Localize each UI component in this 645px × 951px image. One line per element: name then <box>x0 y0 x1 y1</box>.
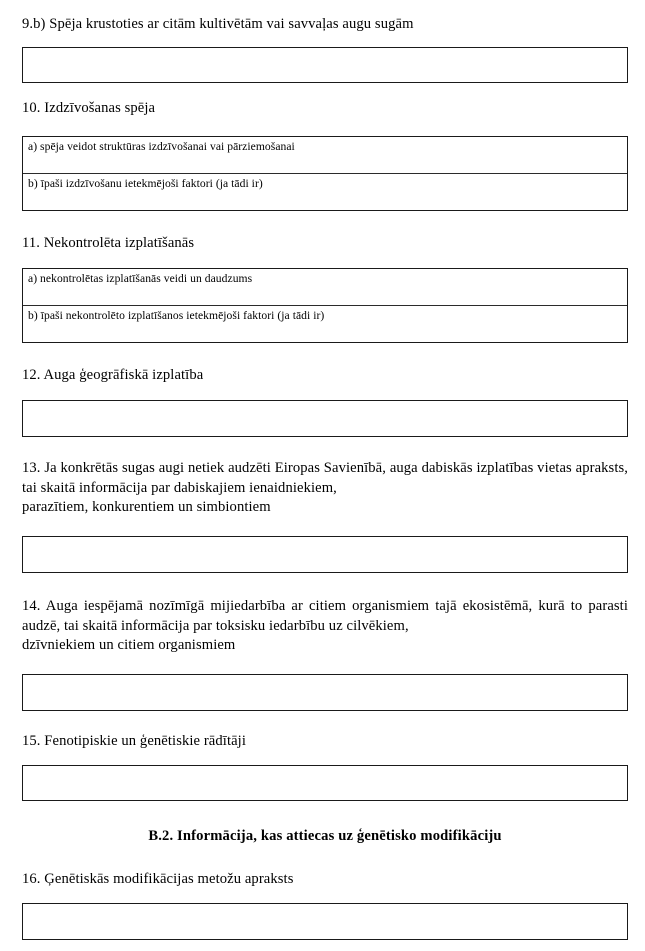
answer-subrow-10a[interactable]: a) spēja veidot struktūras izdzīvošanai vai pārziemošanai <box>28 140 295 153</box>
answer-subrow-11a[interactable]: a) nekontrolētas izplatīšanās veidi un daudzums <box>28 272 253 285</box>
question-heading-13-line2: izplatības vietas apraksts, tai skaitā informācija par dabiskajiem ienaidniekiem, <box>22 460 632 496</box>
question-heading-11: 11. Nekontrolēta izplatīšanās <box>22 235 195 251</box>
answer-box-11 <box>22 268 628 343</box>
question-heading-13 <box>22 459 632 518</box>
question-heading-13-line1: 13. Ja konkrētās sugas augi netiek audzēti Eiropas Savienībā, auga dabiskās <box>22 460 473 476</box>
question-heading-14-line3: dzīvniekiem un citiem organismiem <box>22 637 236 653</box>
question-heading-14 <box>22 597 632 656</box>
question-heading-16: 16. Ģenētiskās modifikācijas metožu apraksts <box>22 871 294 887</box>
answer-box-10 <box>22 136 628 211</box>
answer-box-16[interactable] <box>22 903 628 940</box>
question-heading-12: 12. Auga ģeogrāfiskā izplatība <box>22 367 204 383</box>
section-title-b2: B.2. Informācija, kas attiecas uz ģenētisko modifikāciju <box>148 828 502 844</box>
question-heading-10: 10. Izdzīvošanas spēja <box>22 100 156 116</box>
question-heading-13-line3: parazītiem, konkurentiem un simbiontiem <box>22 499 271 515</box>
question-heading-9b: 9.b) Spēja krustoties ar citām kultivētām vai savvaļas augu sugām <box>22 16 414 32</box>
answer-box-15[interactable] <box>22 765 628 801</box>
question-heading-14-line2: kurā to parasti audzē, tai skaitā informācija par toksisku iedarbību uz cilvēkiem, <box>22 598 632 634</box>
answer-box-9b[interactable] <box>22 47 628 83</box>
answer-box-14[interactable] <box>22 674 628 711</box>
question-heading-15: 15. Fenotipiskie un ģenētiskie rādītāji <box>22 733 246 749</box>
answer-subrow-10b[interactable]: b) īpaši izdzīvošanu ietekmējoši faktori (ja tādi ir) <box>23 173 627 209</box>
answer-box-13[interactable] <box>22 536 628 573</box>
answer-box-12[interactable] <box>22 400 628 437</box>
answer-subrow-11b[interactable]: b) īpaši nekontrolēto izplatīšanos ietekmējoši faktori (ja tādi ir) <box>23 305 627 341</box>
question-heading-14-line1: 14. Auga iespējamā nozīmīgā mijiedarbība ar citiem organismiem tajā ekosistēmā, <box>22 598 533 614</box>
